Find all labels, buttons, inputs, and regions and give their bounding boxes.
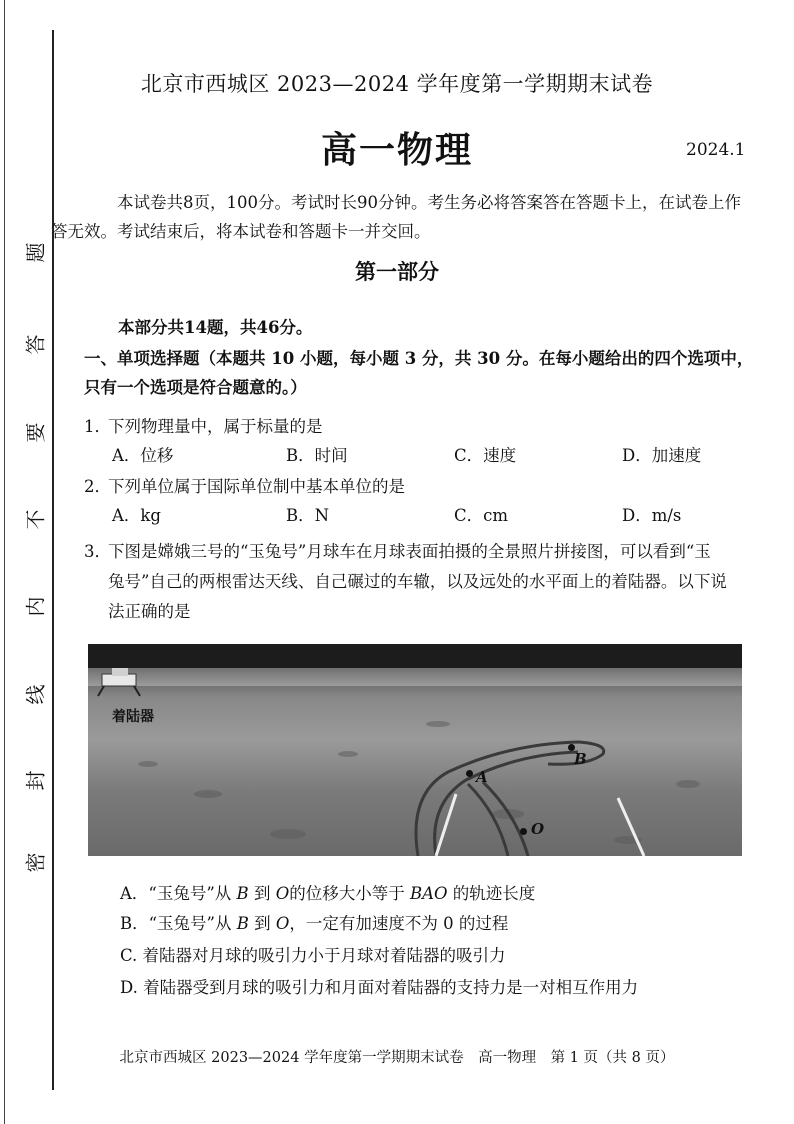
- seal-char: 答: [23, 334, 48, 355]
- q3-option-a: [120, 880, 535, 904]
- section-heading-line2: 只有一个选项是符合题意的。）: [84, 378, 307, 397]
- q1-option-c: C．速度: [454, 446, 517, 465]
- option-text: 的位移大小等于: [289, 884, 405, 903]
- option-text: ，一定有加速度不为 0 的过程: [289, 914, 509, 933]
- exam-title: 北京市西城区 2023—2024 学年度第一学期期末试卷: [140, 72, 654, 96]
- option-text: 的轨迹长度: [452, 884, 536, 903]
- var-bao: BAO: [409, 884, 448, 903]
- point-a-dot: [466, 770, 473, 777]
- question-1-stem: [84, 412, 754, 442]
- q2-option-a: A．kg: [112, 506, 161, 525]
- antenna-right: [618, 798, 644, 856]
- q2-option-c: C．cm: [454, 506, 509, 525]
- seal-char: 封: [23, 770, 48, 791]
- point-o-dot: [520, 828, 527, 835]
- subject-title: 高一物理: [320, 129, 473, 171]
- q3-option-d: D. 着陆器受到月球的吸引力和月面对着陆器的支持力是一对相互作用力: [120, 978, 639, 997]
- var-b: B: [236, 914, 249, 933]
- question-number: 1．: [84, 417, 111, 436]
- antenna-left: [436, 794, 456, 856]
- question-2-stem: [84, 472, 754, 502]
- q3-line2: 兔号”自己的两根雷达天线、自己碾过的车辙，以及远处的水平面上的着陆器。以下说: [108, 572, 727, 591]
- lander-label: 着陆器: [112, 709, 154, 725]
- var-b: B: [236, 884, 249, 903]
- option-text: B．“玉兔号”从: [120, 914, 232, 933]
- surface-texture: [138, 721, 700, 844]
- var-o: O: [275, 884, 290, 903]
- question-number: 2．: [84, 477, 111, 496]
- instructions-line2: 答无效。考试结束后，将本试卷和答题卡一并交回。: [51, 222, 431, 241]
- q1-option-d: D．加速度: [622, 446, 702, 465]
- instructions-line1: 本试卷共8页，100分。考试时长90分钟。考生务必将答案答在答题卡上，在试卷上作: [117, 193, 741, 212]
- question-number: 3．: [84, 542, 111, 561]
- option-text: 到: [253, 884, 271, 903]
- seal-char: 要: [23, 422, 48, 443]
- lander-shape: [98, 668, 140, 696]
- var-o: O: [275, 914, 290, 933]
- option-text: A．“玉兔号”从: [120, 884, 232, 903]
- exam-date: 2024.1: [686, 140, 746, 160]
- section-heading: [84, 344, 754, 402]
- part-title: 第一部分: [355, 259, 439, 284]
- binding-line: [52, 30, 54, 1090]
- question-3-stem: [84, 537, 752, 627]
- q3-option-c: C. 着陆器对月球的吸引力小于月球对着陆器的吸引力: [120, 946, 506, 965]
- q2-option-d: D．m/s: [622, 506, 682, 525]
- seal-char: 题: [23, 242, 48, 263]
- seal-char: 线: [23, 684, 48, 705]
- seal-char: 不: [23, 509, 48, 530]
- lunar-surface-photo: [88, 644, 742, 856]
- part-note: 本部分共14题，共46分。: [118, 318, 313, 337]
- seal-char: 密: [23, 852, 48, 873]
- q3-line1: 下图是嫦娥三号的“玉兔号”月球车在月球表面拍摄的全景照片拼接图，可以看到“玉: [108, 542, 711, 561]
- q1-option-b: B．时间: [286, 446, 348, 465]
- q1-option-a: A．位移: [112, 446, 174, 465]
- question-text: 下列物理量中，属于标量的是: [108, 417, 323, 436]
- q2-option-b: B．N: [286, 506, 330, 525]
- option-text: 到: [254, 914, 271, 933]
- q3-option-b: [120, 910, 508, 934]
- point-a-label: A: [476, 768, 488, 786]
- page-footer: 北京市西城区 2023—2024 学年度第一学期期末试卷 高一物理 第 1 页（共 8 页）: [119, 1050, 675, 1066]
- photo-drawing: [88, 644, 742, 856]
- instructions: [51, 188, 754, 246]
- q3-line3: 法正确的是: [108, 602, 191, 621]
- seal-char: 内: [23, 596, 48, 617]
- section-heading-line1: 一、单项选择题（本题共 10 小题，每小题 3 分，共 30 分。在每小题给出的四个选项中，: [84, 349, 754, 368]
- point-o-label: O: [531, 820, 545, 838]
- point-b-label: B: [574, 750, 587, 768]
- question-text: 下列单位属于国际单位制中基本单位的是: [108, 477, 405, 496]
